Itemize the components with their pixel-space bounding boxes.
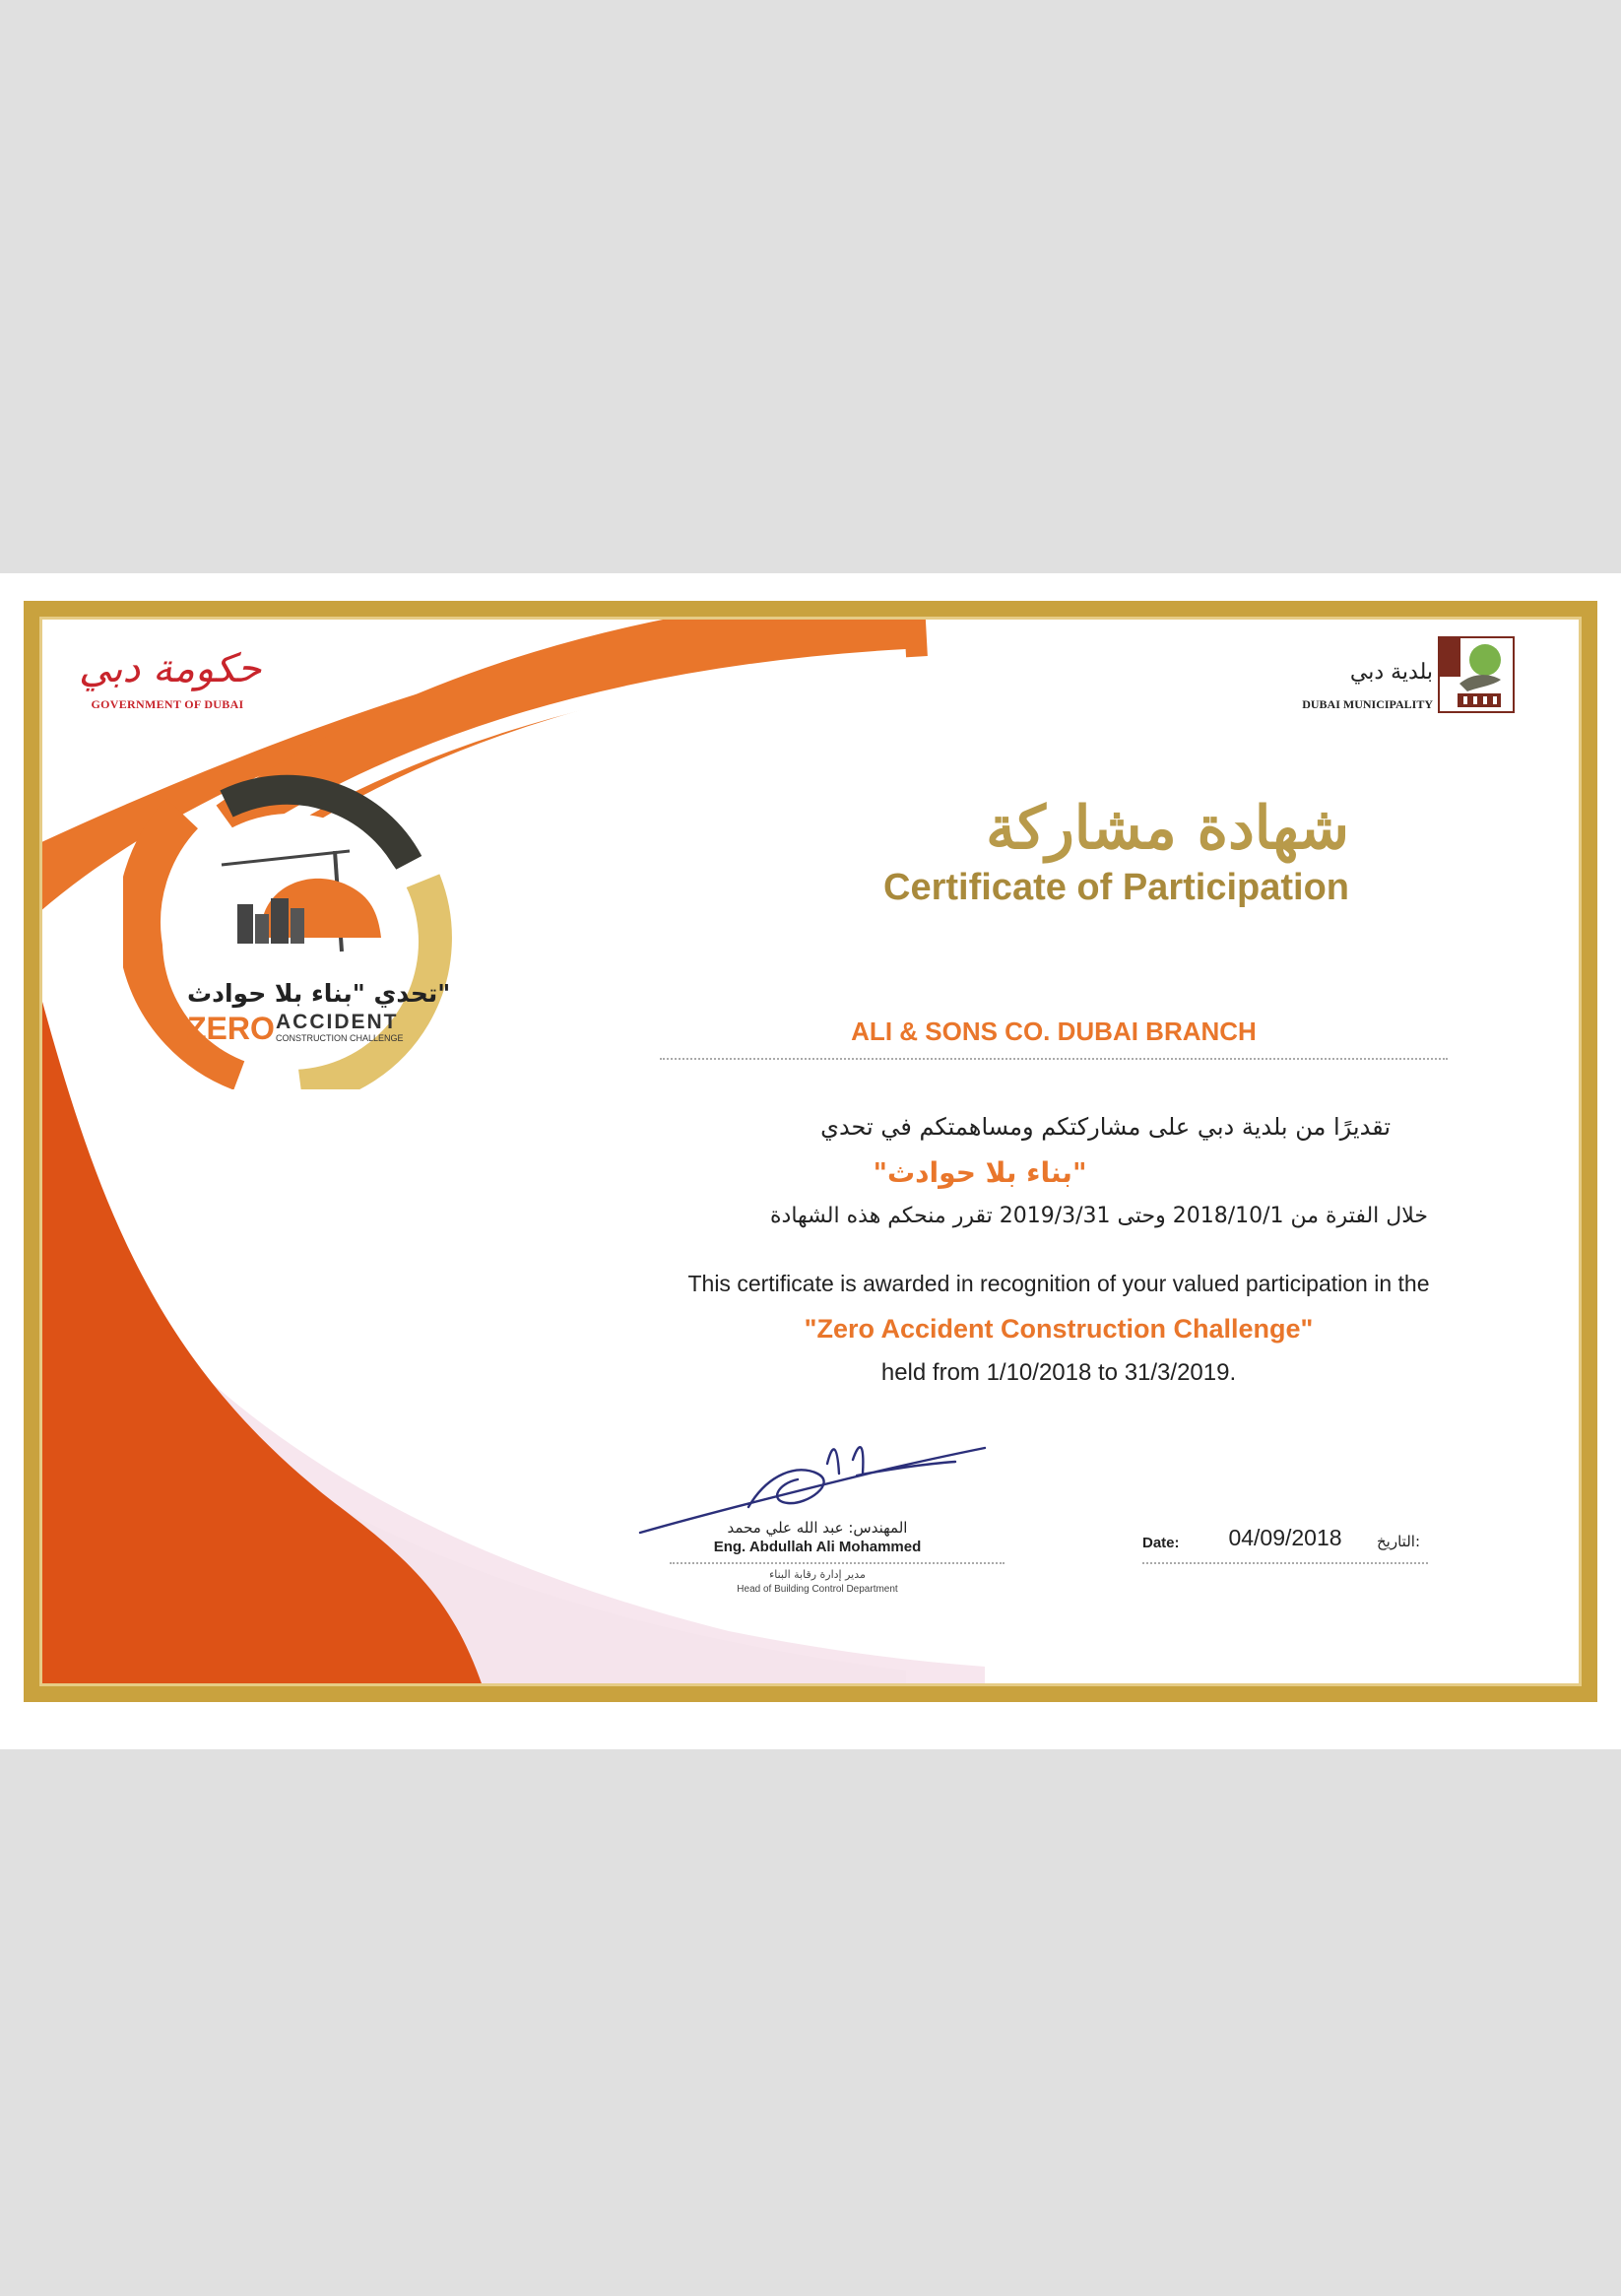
date-underline [1142,1562,1428,1564]
municipality-name-english: DUBAI MUNICIPALITY [1302,697,1433,711]
government-logo-arabic: حكومة دبي [79,646,262,691]
signatory-name-arabic: المهندس: عبد الله علي محمد [727,1519,908,1537]
body-arabic-line3: خلال الفترة من 2018/10/1 وحتى 2019/3/31 تقرر منحكم هذه الشهادة [770,1204,1428,1228]
signatory-role-english: Head of Building Control Department [737,1584,898,1595]
date-label-arabic: التاريخ: [1377,1533,1420,1550]
signatory-name-english: Eng. Abdullah Ali Mohammed [713,1539,922,1555]
dark-orange-swoosh [39,991,483,1686]
body-arabic-challenge: "بناء بلا حوادث" [873,1156,1087,1189]
recipient-underline [660,1058,1448,1060]
body-arabic-line1: تقديرًا من بلدية دبي على مشاركتكم ومساهمتكم في تحدي [820,1113,1391,1141]
certificate-title-arabic: شهادة مشاركة [986,794,1349,863]
municipality-emblem-icon [1438,636,1515,713]
municipality-name-arabic: بلدية دبي [1349,660,1433,685]
certificate-title-english: Certificate of Participation [883,867,1349,908]
government-logo-english: GOVERNMENT OF DUBAI [91,697,244,711]
badge-title-arabic: تحدي "بناء بلا حوادث" [187,979,451,1008]
certificate-frame [24,601,1597,1702]
recipient-name: ALI & SONS CO. DUBAI BRANCH [851,1017,1257,1046]
body-english-line1: This certificate is awarded in recognition of your valued participation in the [687,1271,1430,1296]
signatory-role-arabic: مدير إدارة رقابة البناء [769,1568,866,1581]
date-value: 04/09/2018 [1228,1525,1342,1550]
body-english-line3: held from 1/10/2018 to 31/3/2019. [880,1359,1237,1386]
badge-zero: ZERO [187,1011,275,1046]
badge-subtitle: CONSTRUCTION CHALLENGE [276,1033,404,1043]
signature-underline [670,1562,1005,1564]
date-label-english: Date: [1142,1535,1180,1551]
badge-accident: ACCIDENT [276,1011,399,1033]
body-english-challenge: "Zero Accident Construction Challenge" [804,1314,1314,1344]
certificate-sheet [0,573,1621,1749]
